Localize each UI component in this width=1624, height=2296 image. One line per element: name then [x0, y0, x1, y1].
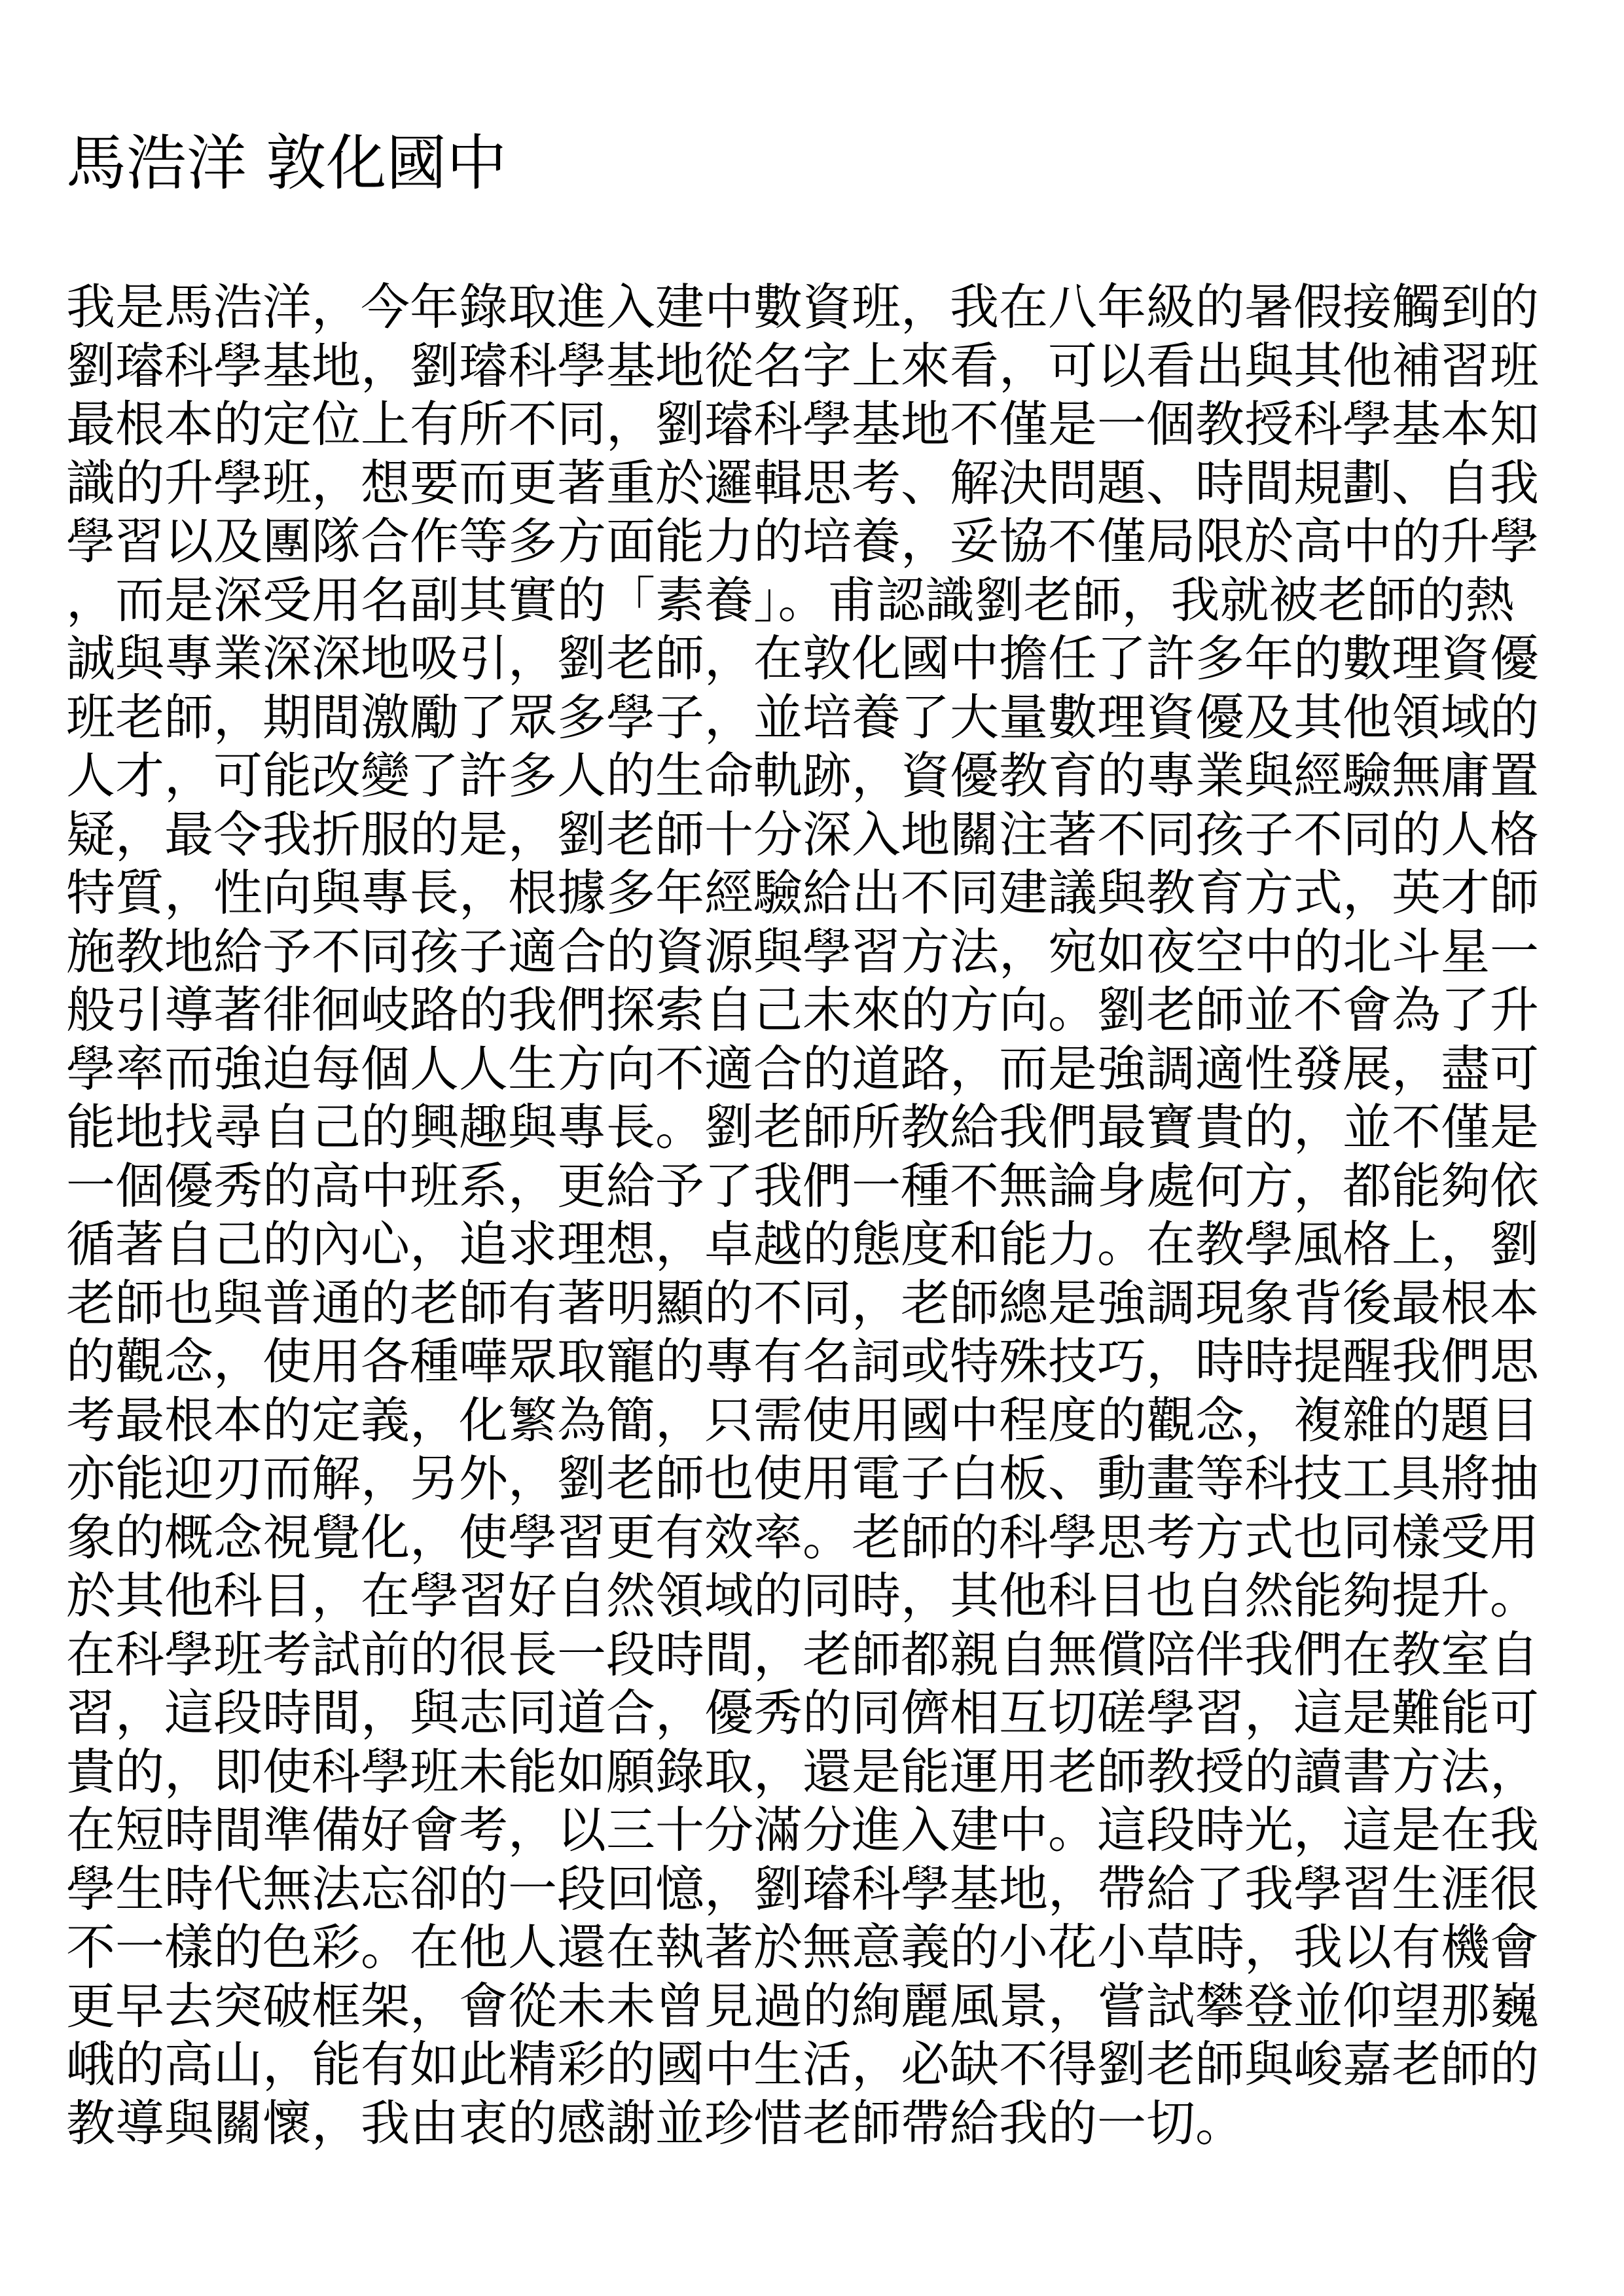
text-line: 學率而強迫每個人人生方向不適合的道路，而是強調適性發展，盡可	[66, 1039, 1540, 1098]
text-line: 不一樣的色彩。在他人還在執著於無意義的小花小草時，我以有機會	[66, 1918, 1540, 1976]
body-paragraph	[66, 278, 1572, 2153]
text-line: 循著自己的內心，追求理想，卓越的態度和能力。在教學風格上，劉	[66, 1215, 1540, 1273]
text-line: 施教地給予不同孩子適合的資源與學習方法，宛如夜空中的北斗星一	[66, 922, 1540, 980]
text-line: 班老師，期間激勵了眾多學子，並培養了大量數理資優及其他領域的	[66, 688, 1540, 746]
text-line: 教導與關懷，我由衷的感謝並珍惜老師帶給我的一切。	[66, 2094, 1245, 2152]
text-line: 最根本的定位上有所不同，劉璿科學基地不僅是一個教授科學基本知	[66, 395, 1540, 453]
text-line: 劉璿科學基地，劉璿科學基地從名字上來看，可以看出與其他補習班	[66, 336, 1540, 395]
text-line: 誠與專業深深地吸引，劉老師，在敦化國中擔任了許多年的數理資優	[66, 630, 1540, 687]
text-line: 於其他科目，在學習好自然領域的同時，其他科目也自然能夠提升。	[66, 1567, 1540, 1624]
text-line: 學生時代無法忘卻的一段回憶，劉璿科學基地，帶給了我學習生涯很	[66, 1859, 1540, 1918]
text-line: 識的升學班，想要而更著重於邏輯思考、解決問題、時間規劃、自我	[66, 454, 1540, 512]
text-line: 特質，性向與專長，根據多年經驗給出不同建議與教育方式，英才師	[66, 864, 1540, 922]
text-line: 象的概念視覺化，使學習更有效率。老師的科學思考方式也同樣受用	[66, 1508, 1540, 1566]
text-line: 學習以及團隊合作等多方面能力的培養，妥協不僅局限於高中的升學	[66, 512, 1540, 570]
text-line: 在短時間準備好會考，以三十分滿分進入建中。這段時光，這是在我	[66, 1801, 1540, 1859]
text-line: 更早去突破框架，會從未未曾見過的絢麗風景，嘗試攀登並仰望那巍	[66, 1977, 1540, 2035]
text-line: 般引導著徘徊岐路的我們探索自己未來的方向。劉老師並不會為了升	[66, 981, 1540, 1039]
text-line: 考最根本的定義，化繁為簡，只需使用國中程度的觀念，複雜的題目	[66, 1391, 1540, 1449]
text-line: 疑，最令我折服的是，劉老師十分深入地關注著不同孩子不同的人格	[66, 805, 1540, 863]
text-line: 的觀念，使用各種嘩眾取寵的專有名詞或特殊技巧，時時提醒我們思	[66, 1333, 1540, 1390]
document-title: 馬浩洋 敦化國中	[66, 128, 507, 198]
text-line: 人才，可能改變了許多人的生命軌跡，資優教育的專業與經驗無庸置	[66, 747, 1540, 804]
text-line: ，而是深受用名副其實的「素養」。甫認識劉老師，我就被老師的熱	[66, 571, 1515, 629]
text-line: 貴的，即使科學班未能如願錄取，還是能運用老師教授的讀書方法，	[66, 1742, 1540, 1801]
text-line: 在科學班考試前的很長一段時間，老師都親自無償陪伴我們在教室自	[66, 1625, 1540, 1683]
text-line: 我是馬浩洋，今年錄取進入建中數資班，我在八年級的暑假接觸到的	[66, 278, 1540, 336]
text-line: 一個優秀的高中班系，更給予了我們一種不無論身處何方，都能夠依	[66, 1157, 1540, 1215]
text-line: 峨的高山，能有如此精彩的國中生活，必缺不得劉老師與峻嘉老師的	[66, 2036, 1540, 2093]
text-line: 亦能迎刃而解，另外，劉老師也使用電子白板、動畫等科技工具將抽	[66, 1450, 1540, 1507]
text-line: 習，這段時間，與志同道合，優秀的同儕相互切磋學習，這是難能可	[66, 1684, 1540, 1742]
text-line: 能地找尋自己的興趣與專長。劉老師所教給我們最寶貴的，並不僅是	[66, 1098, 1540, 1156]
text-line: 老師也與普通的老師有著明顯的不同，老師總是強調現象背後最根本	[66, 1274, 1540, 1332]
